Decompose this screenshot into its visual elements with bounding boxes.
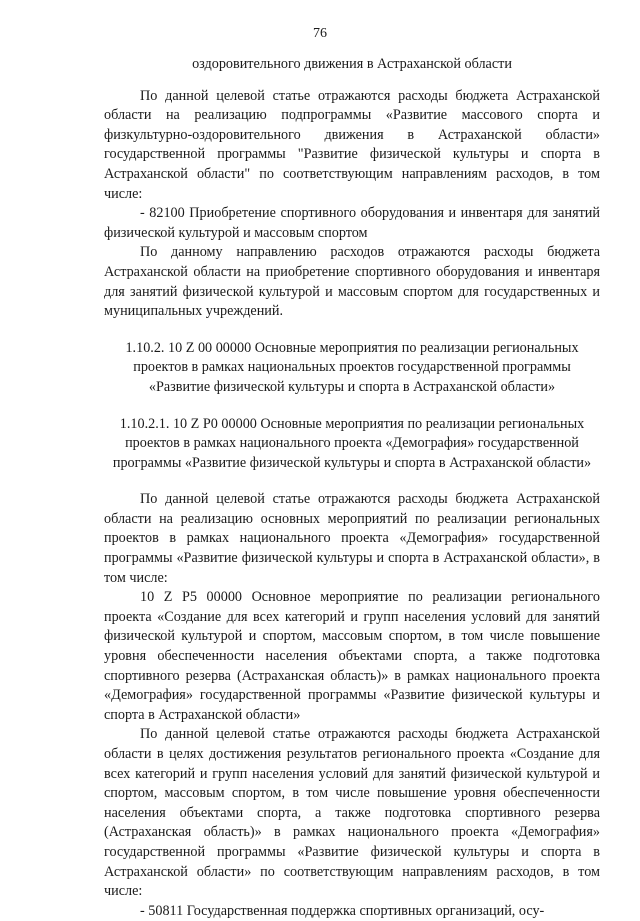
paragraph: По данному направлению расходов отражаются расходы бюджета Астраханской области на приобретение спортивного оборудования и инвентаря для занятий физической культурой и массовым спортом для государственных и муниципальных учреждений. bbox=[104, 244, 600, 320]
paragraph: По данной целевой статье отражаются расходы бюджета Астраханской области в целях достижения результатов регионального проекта «Создание для всех категорий и групп населения условий для занятий физической культурой и спортом, массовым спортом, в том числе повышение уровня обеспеченности населения объектами спорта, а также подготовка спортивного резерва (Астраханская область)» в рамках национального проекта «Демография» государственной программы «Развитие физической культуры и спорта в Астраханской области» по соответствующим направлениям расходов, в том числе: bbox=[104, 726, 600, 900]
document-body bbox=[104, 55, 600, 921]
list-item: - 50811 Государственная поддержка спортивных организаций, осу- bbox=[140, 902, 545, 919]
list-item: 10 Z P5 00000 Основное мероприятие по реализации регионального проекта «Создание для всех категорий и групп населения условий для занятий физической культурой и спортом, массовым спортом, в том числе повышение уровня обеспеченности населения объектами спорта, а также подготовка спортивного резерва (Астраханская область)» в рамках национального проекта «Демография» государственной программы «Развитие физической культуры и спорта в Астраханской области» bbox=[104, 589, 600, 723]
page-number: 76 bbox=[313, 26, 327, 41]
section-heading: 1.10.2.1. 10 Z P0 00000 Основные мероприятия по реализации региональных проектов в рамках национального проекта «Демография» государственной программы «Развитие физической культуры и спорта в Астраханской области» bbox=[112, 415, 592, 471]
paragraph: По данной целевой статье отражаются расходы бюджета Астраханской области на реализацию основных мероприятий по реализации региональных проектов в рамках национального проекта «Демография» государственной программы «Развитие физической культуры и спорта в Астраханской области», в том числе: bbox=[104, 491, 600, 586]
paragraph: По данной целевой статье отражаются расходы бюджета Астраханской области на реализацию подпрограммы «Развитие массового спорта и физкультурно-оздоровительного движения в Астраханской области» государственной программы "Развитие физической культуры и спорта в Астраханской области" по соответствующим направлениям расходов, в том числе: bbox=[104, 87, 600, 202]
section-heading: 1.10.2. 10 Z 00 00000 Основные мероприятия по реализации региональных проектов в рамках национальных проектов государственной программы «Развитие физической культуры и спорта в Астраханской области» bbox=[125, 339, 579, 395]
list-item: - 82100 Приобретение спортивного оборудования и инвентаря для занятий физической культурой и массовым спортом bbox=[104, 205, 600, 241]
section-heading-continuation: оздоровительного движения в Астраханской области bbox=[192, 56, 512, 72]
